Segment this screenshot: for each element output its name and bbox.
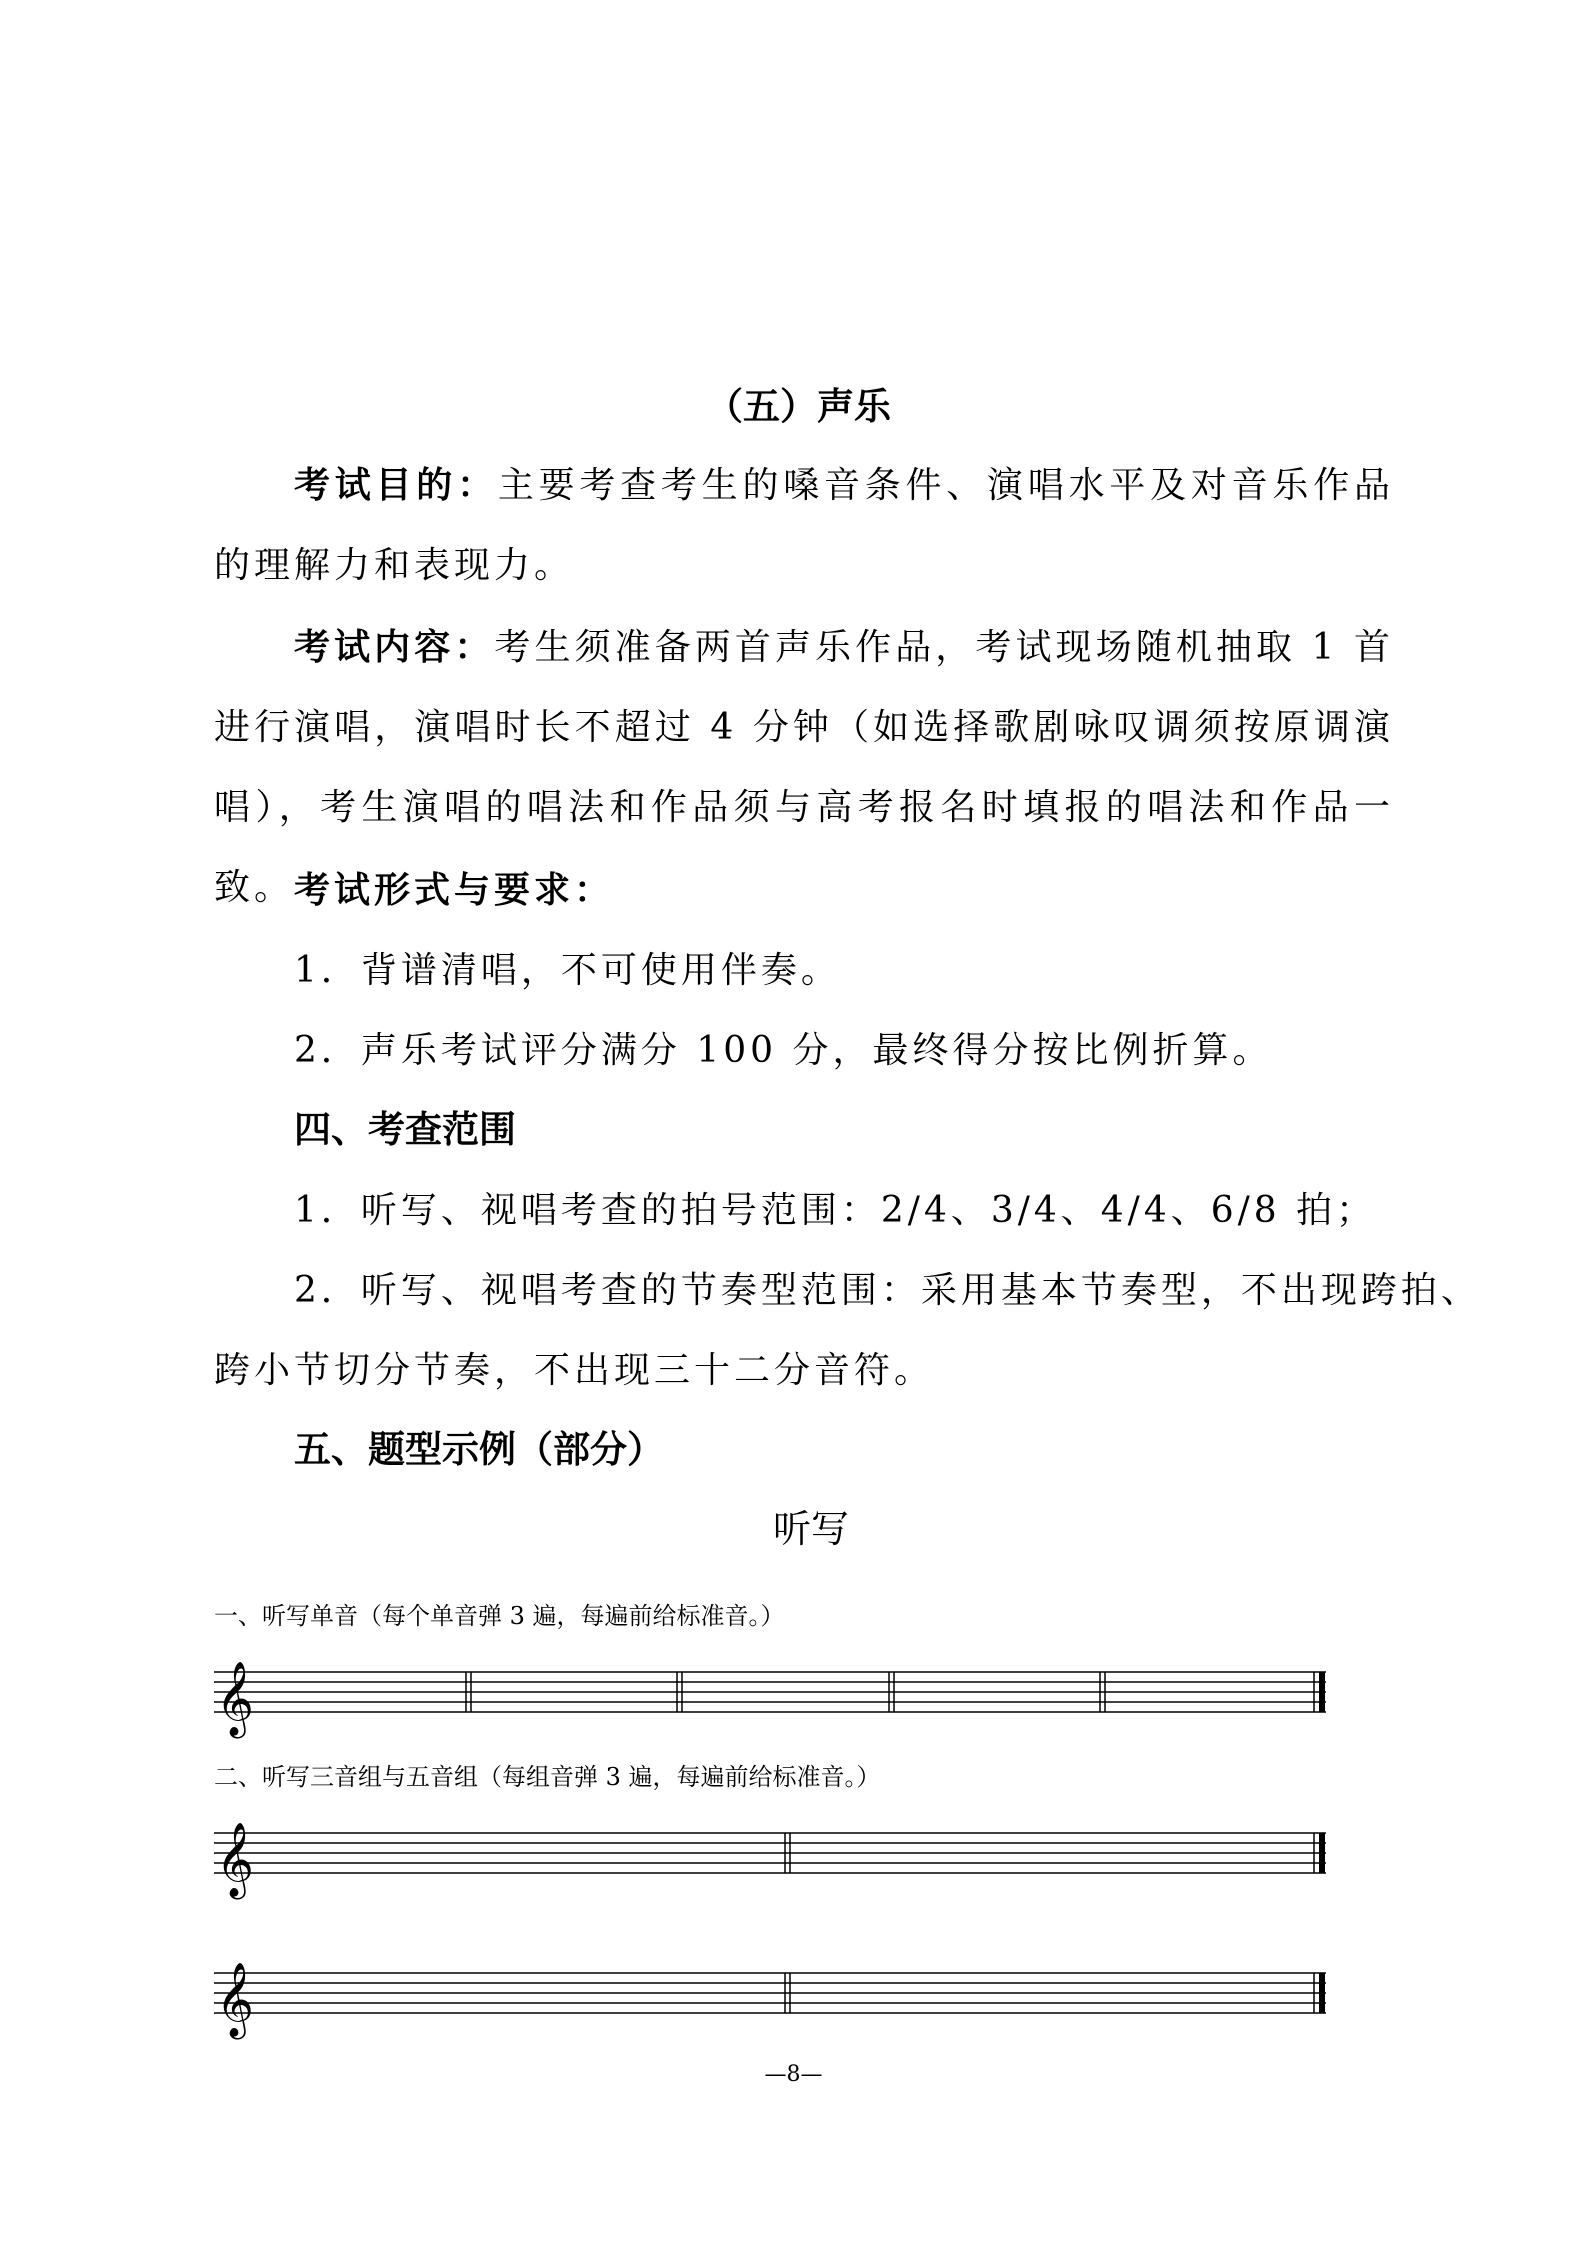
treble-clef-icon: 𝄞 (216, 1662, 254, 1736)
question-1-instruction: 一、听写单音（每个单音弹 3 遍，每遍前给标准音。） (214, 1602, 785, 1630)
exam-form-item-2: 2．声乐考试评分满分 100 分，最终得分按比例折算。 (294, 1030, 1273, 1071)
final-barline (1319, 1672, 1325, 1712)
scope-heading: 四、考查范围 (294, 1108, 516, 1151)
examples-heading: 五、题型示例（部分） (294, 1428, 664, 1471)
page-number: —8— (764, 2062, 823, 2087)
exam-content-text: 考生须准备两首声乐作品，考试现场随机抽取 1 首进行演唱，演唱时长不超过 4 分钟（如选择歌剧咏叹调须按原调演唱），考生演唱的唱法和作品须与高考报名时填报的唱法和作品一致。 (214, 627, 1394, 908)
staff-note-groups-2 (214, 1953, 1334, 2043)
treble-clef-icon: 𝄞 (216, 1823, 254, 1897)
question-2-instruction: 二、听写三音组与五音组（每组音弹 3 遍，每遍前给标准音。） (214, 1763, 881, 1791)
treble-clef-icon: 𝄞 (216, 1963, 254, 2037)
exam-form-label: 考试形式与要求： (294, 870, 615, 911)
final-barline (1319, 1973, 1325, 2013)
staff-note-groups-1 (214, 1813, 1334, 1903)
exam-purpose-paragraph (214, 446, 1394, 606)
section-title: （五）声乐 (706, 385, 891, 428)
scope-item-1: 1．听写、视唱考查的拍号范围：2/4、3/4、4/4、6/8 拍； (294, 1190, 1377, 1231)
exam-form-item-1: 1．背谱清唱，不可使用伴奏。 (294, 950, 841, 991)
exam-content-label: 考试内容： (294, 627, 495, 668)
staff-single-notes (214, 1652, 1334, 1742)
exam-purpose-label: 考试目的： (294, 465, 498, 506)
final-barline (1319, 1833, 1325, 1873)
exam-purpose-text: 主要考查考生的嗓音条件、演唱水平及对音乐作品的理解力和表现力。 (214, 465, 1394, 586)
scope-item-2-line-1: 2．听写、视唱考查的节奏型范围：采用基本节奏型，不出现跨拍、 (294, 1270, 1481, 1311)
scope-item-2-line-2: 跨小节切分节奏，不出现三十二分音符。 (214, 1350, 935, 1391)
dictation-subheading: 听写 (773, 1507, 850, 1551)
